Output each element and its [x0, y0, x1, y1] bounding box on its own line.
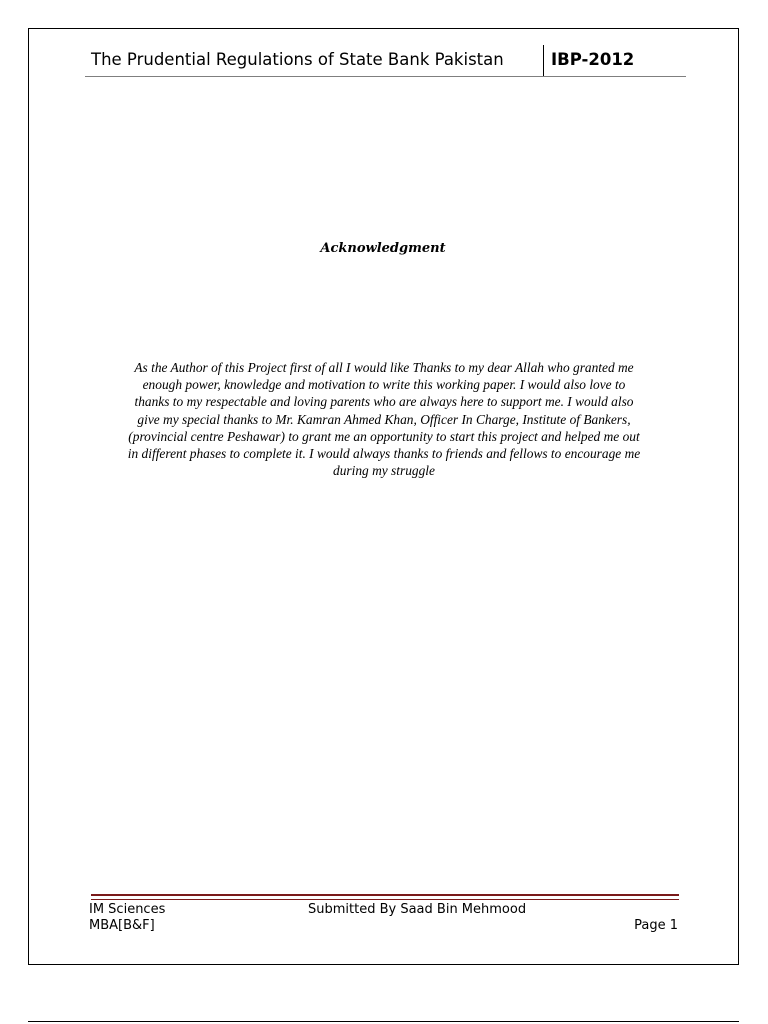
footer-page-number: Page 1: [634, 918, 678, 933]
header-title: The Prudential Regulations of State Bank Pakistan: [91, 50, 504, 69]
footer-rule-thin: [91, 899, 679, 900]
footer-program: MBA[B&F]: [89, 918, 155, 933]
body-line: give my special thanks to Mr. Kamran Ahmed Khan, Officer In Charge, Institute of Bankers,: [137, 411, 631, 427]
document-body: [89, 359, 679, 479]
body-line: during my struggle: [333, 463, 435, 479]
header-divider: [543, 45, 544, 76]
body-line: enough power, knowledge and motivation to write this working paper. I would also love to: [142, 377, 626, 393]
header-code: IBP-2012: [551, 50, 635, 69]
body-line: thanks to my respectable and loving parents who are always here to support me. I would also: [134, 394, 634, 410]
page-header: [85, 46, 686, 77]
body-line: (provincial centre Peshawar) to grant me an opportunity to start this project and helped me out: [128, 428, 640, 444]
document-page: [28, 28, 739, 965]
footer-institute: IM Sciences: [89, 902, 166, 917]
body-line: As the Author of this Project first of all I would like Thanks to my dear Allah who granted me: [134, 360, 634, 375]
footer-submitted-by: Submitted By Saad Bin Mehmood: [308, 902, 527, 917]
document-heading: Acknowledgment: [320, 241, 446, 256]
footer-rule-thick: [91, 894, 679, 896]
body-line: in different phases to complete it. I would always thanks to friends and fellows to encourage me: [127, 446, 641, 462]
